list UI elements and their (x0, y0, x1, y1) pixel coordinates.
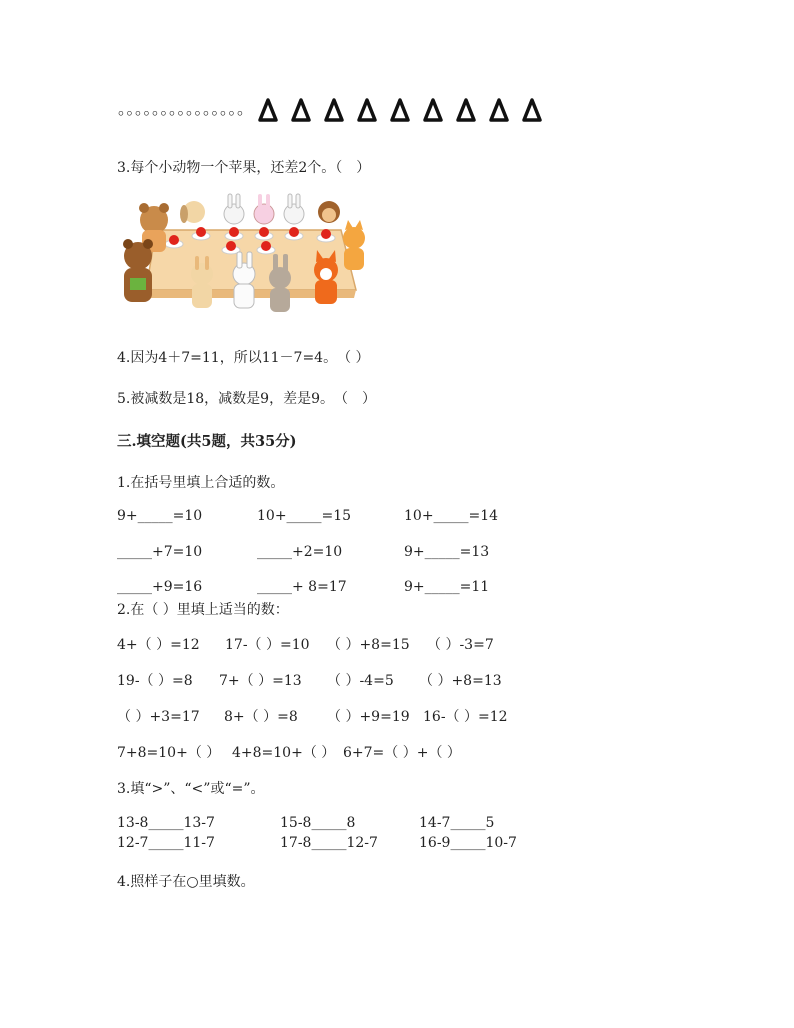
fill-3-item: 14-7_____5 (419, 815, 495, 831)
fill-3-item: 17-8_____12-7 (280, 835, 378, 851)
fill-3-title: 3.填“>”、“<”或“=”。 (117, 781, 265, 797)
fill-2-item: （ ）-4=5 (327, 673, 394, 689)
fill-2-item: 4+（ ）=12 (117, 637, 200, 653)
question-3: 3.每个小动物一个苹果，还差2个。（ ） (117, 160, 371, 176)
fill-1-item: _____+ 8=17 (257, 579, 347, 595)
fill-1-title: 1.在括号里填上合适的数。 (117, 475, 285, 491)
fill-1-item: _____+7=10 (117, 544, 203, 560)
triangle-icon (489, 98, 509, 122)
fill-2-item: 6+7=（ ）+（ ） (343, 745, 461, 761)
fill-3-item: 12-7_____11-7 (117, 835, 215, 851)
pattern-dots: 。。。。。。。。。。。。。。。 (118, 99, 254, 118)
fill-1-item: 10+_____=15 (257, 508, 352, 524)
fill-1-item: _____+9=16 (117, 579, 203, 595)
fill-2-item: （ ）+8=15 (327, 637, 410, 653)
fill-2-item: 17-（ ）=10 (225, 637, 310, 653)
fill-1-item: 9+_____=11 (404, 579, 490, 595)
triangle-icon (390, 98, 410, 122)
triangle-icon (522, 98, 542, 122)
fill-2-item: 7+（ ）=13 (219, 673, 302, 689)
fill-1-item: 9+_____=10 (117, 508, 203, 524)
triangle-icon (423, 98, 443, 122)
fill-2-item: （ ）+9=19 (327, 709, 410, 725)
fill-1-item: _____+2=10 (257, 544, 343, 560)
fill-2-item: （ ）+3=17 (117, 709, 200, 725)
triangle-icon (291, 98, 311, 122)
fill-1-item: 10+_____=14 (404, 508, 499, 524)
pattern-row (118, 88, 542, 122)
fill-4-title: 4.照样子在○里填数。 (117, 874, 255, 890)
fill-3-item: 13-8_____13-7 (117, 815, 215, 831)
fill-2-item: 7+8=10+（ ） (117, 745, 221, 761)
triangle-icon (258, 98, 278, 122)
fill-2-item: （ ）+8=13 (419, 673, 502, 689)
fill-2-item: 4+8=10+（ ） (232, 745, 336, 761)
fill-1-item: 9+_____=13 (404, 544, 490, 560)
question-5: 5.被减数是18，减数是9，差是9。 （ ） (117, 391, 376, 407)
fill-2-item: 16-（ ）=12 (423, 709, 508, 725)
fill-2-title: 2.在（ ）里填上适当的数： (117, 602, 289, 618)
fill-2-item: 8+（ ）=8 (224, 709, 298, 725)
section-3-title: 三.填空题(共5题，共35分) (117, 433, 297, 450)
triangle-icon (456, 98, 476, 122)
fill-3-item: 16-9_____10-7 (419, 835, 517, 851)
fill-3-item: 15-8_____8 (280, 815, 356, 831)
animals-table-illustration (116, 190, 374, 314)
triangle-icon (324, 98, 344, 122)
triangle-icon (357, 98, 377, 122)
fill-2-item: （ ）-3=7 (427, 637, 494, 653)
fill-2-item: 19-（ ）=8 (117, 673, 193, 689)
question-4: 4.因为4＋7=11，所以11－7=4。 （ ） (117, 350, 370, 366)
